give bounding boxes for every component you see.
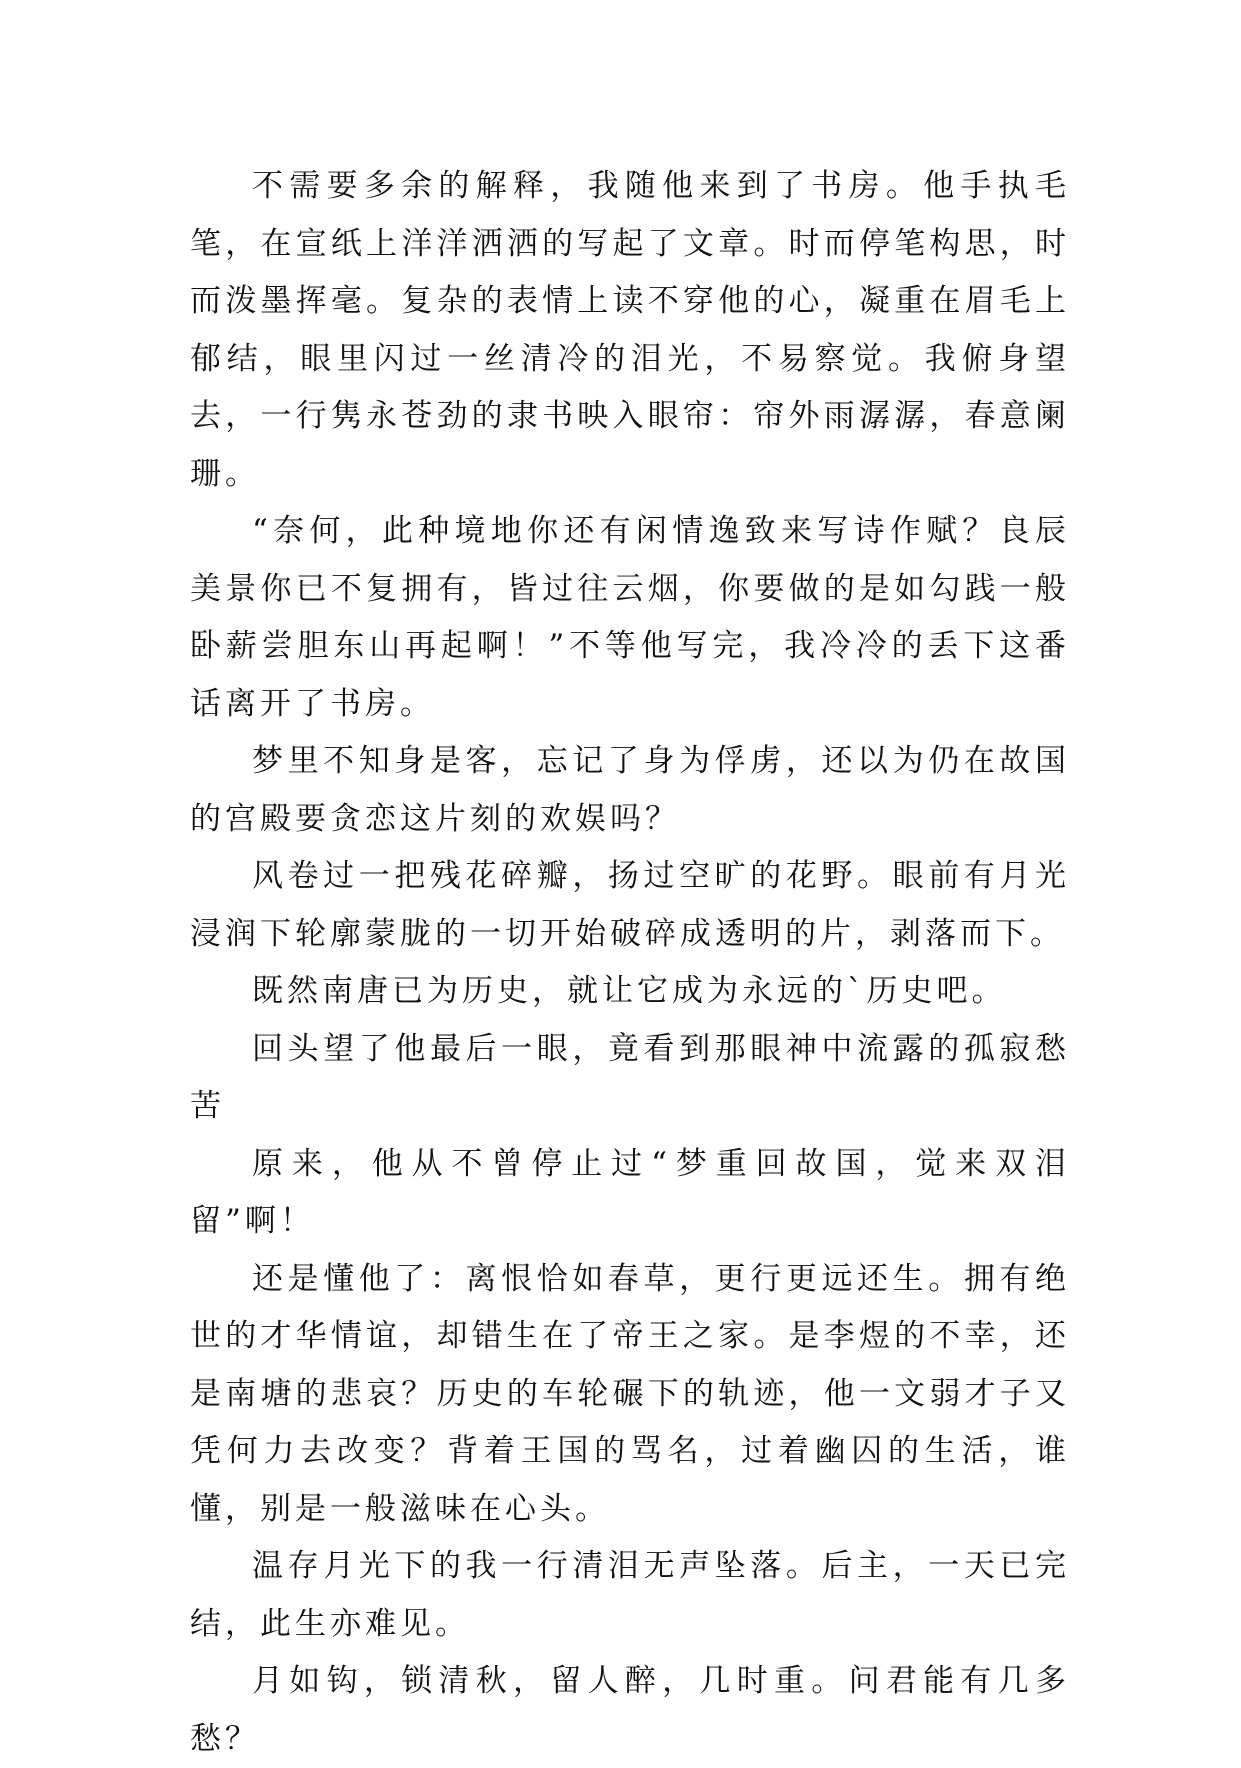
paragraph-9: 温存月光下的我一行清泪无声坠落。后主，一天已完结，此生亦难见。 — [190, 1548, 1070, 1642]
paragraph-7: 原来，他从不曾停止过“梦重回故国，觉来双泪留”啊！ — [190, 1145, 1070, 1239]
paragraph-1: 不需要多余的解释，我随他来到了书房。他手执毛笔，在宣纸上洋洋洒洒的写起了文章。时而停笔构思，时而泼墨挥毫。复杂的表情上读不穿他的心，凝重在眉毛上郁结，眼里闪过一丝清冷的泪光，不易察觉。我俯身望去，一行隽永苍劲的隶书映入眼帘：帘外雨潺潺，春意阑珊。 — [190, 168, 1070, 492]
paragraph-10: 月如钩，锁清秋，留人醉，几时重。问君能有几多愁？ — [190, 1663, 1070, 1757]
document-body — [190, 158, 1070, 1768]
paragraph-6: 回头望了他最后一眼，竟看到那眼神中流露的孤寂愁苦 — [190, 1030, 1070, 1124]
paragraph-5: 既然南唐已为历史，就让它成为永远的`历史吧。 — [252, 973, 1007, 1009]
paragraph-4: 风卷过一把残花碎瓣，扬过空旷的花野。眼前有月光浸润下轮廓蒙胧的一切开始破碎成透明的片，剥落而下。 — [190, 858, 1070, 952]
paragraph-3: 梦里不知身是客，忘记了身为俘虏，还以为仍在故国的宫殿要贪恋这片刻的欢娱吗？ — [190, 743, 1070, 837]
paragraph-8: 还是懂他了：离恨恰如春草，更行更远还生。拥有绝世的才华情谊，却错生在了帝王之家。是李煜的不幸，还是南塘的悲哀？历史的车轮碾下的轨迹，他一文弱才子又凭何力去改变？背着王国的骂名，过着幽囚的生活，谁懂，别是一般滋味在心头。 — [190, 1260, 1070, 1527]
paragraph-2: “奈何，此种境地你还有闲情逸致来写诗作赋？良辰美景你已不复拥有，皆过往云烟，你要做的是如勾践一般卧薪尝胆东山再起啊！”不等他写完，我冷冷的丢下这番话离开了书房。 — [190, 513, 1070, 722]
